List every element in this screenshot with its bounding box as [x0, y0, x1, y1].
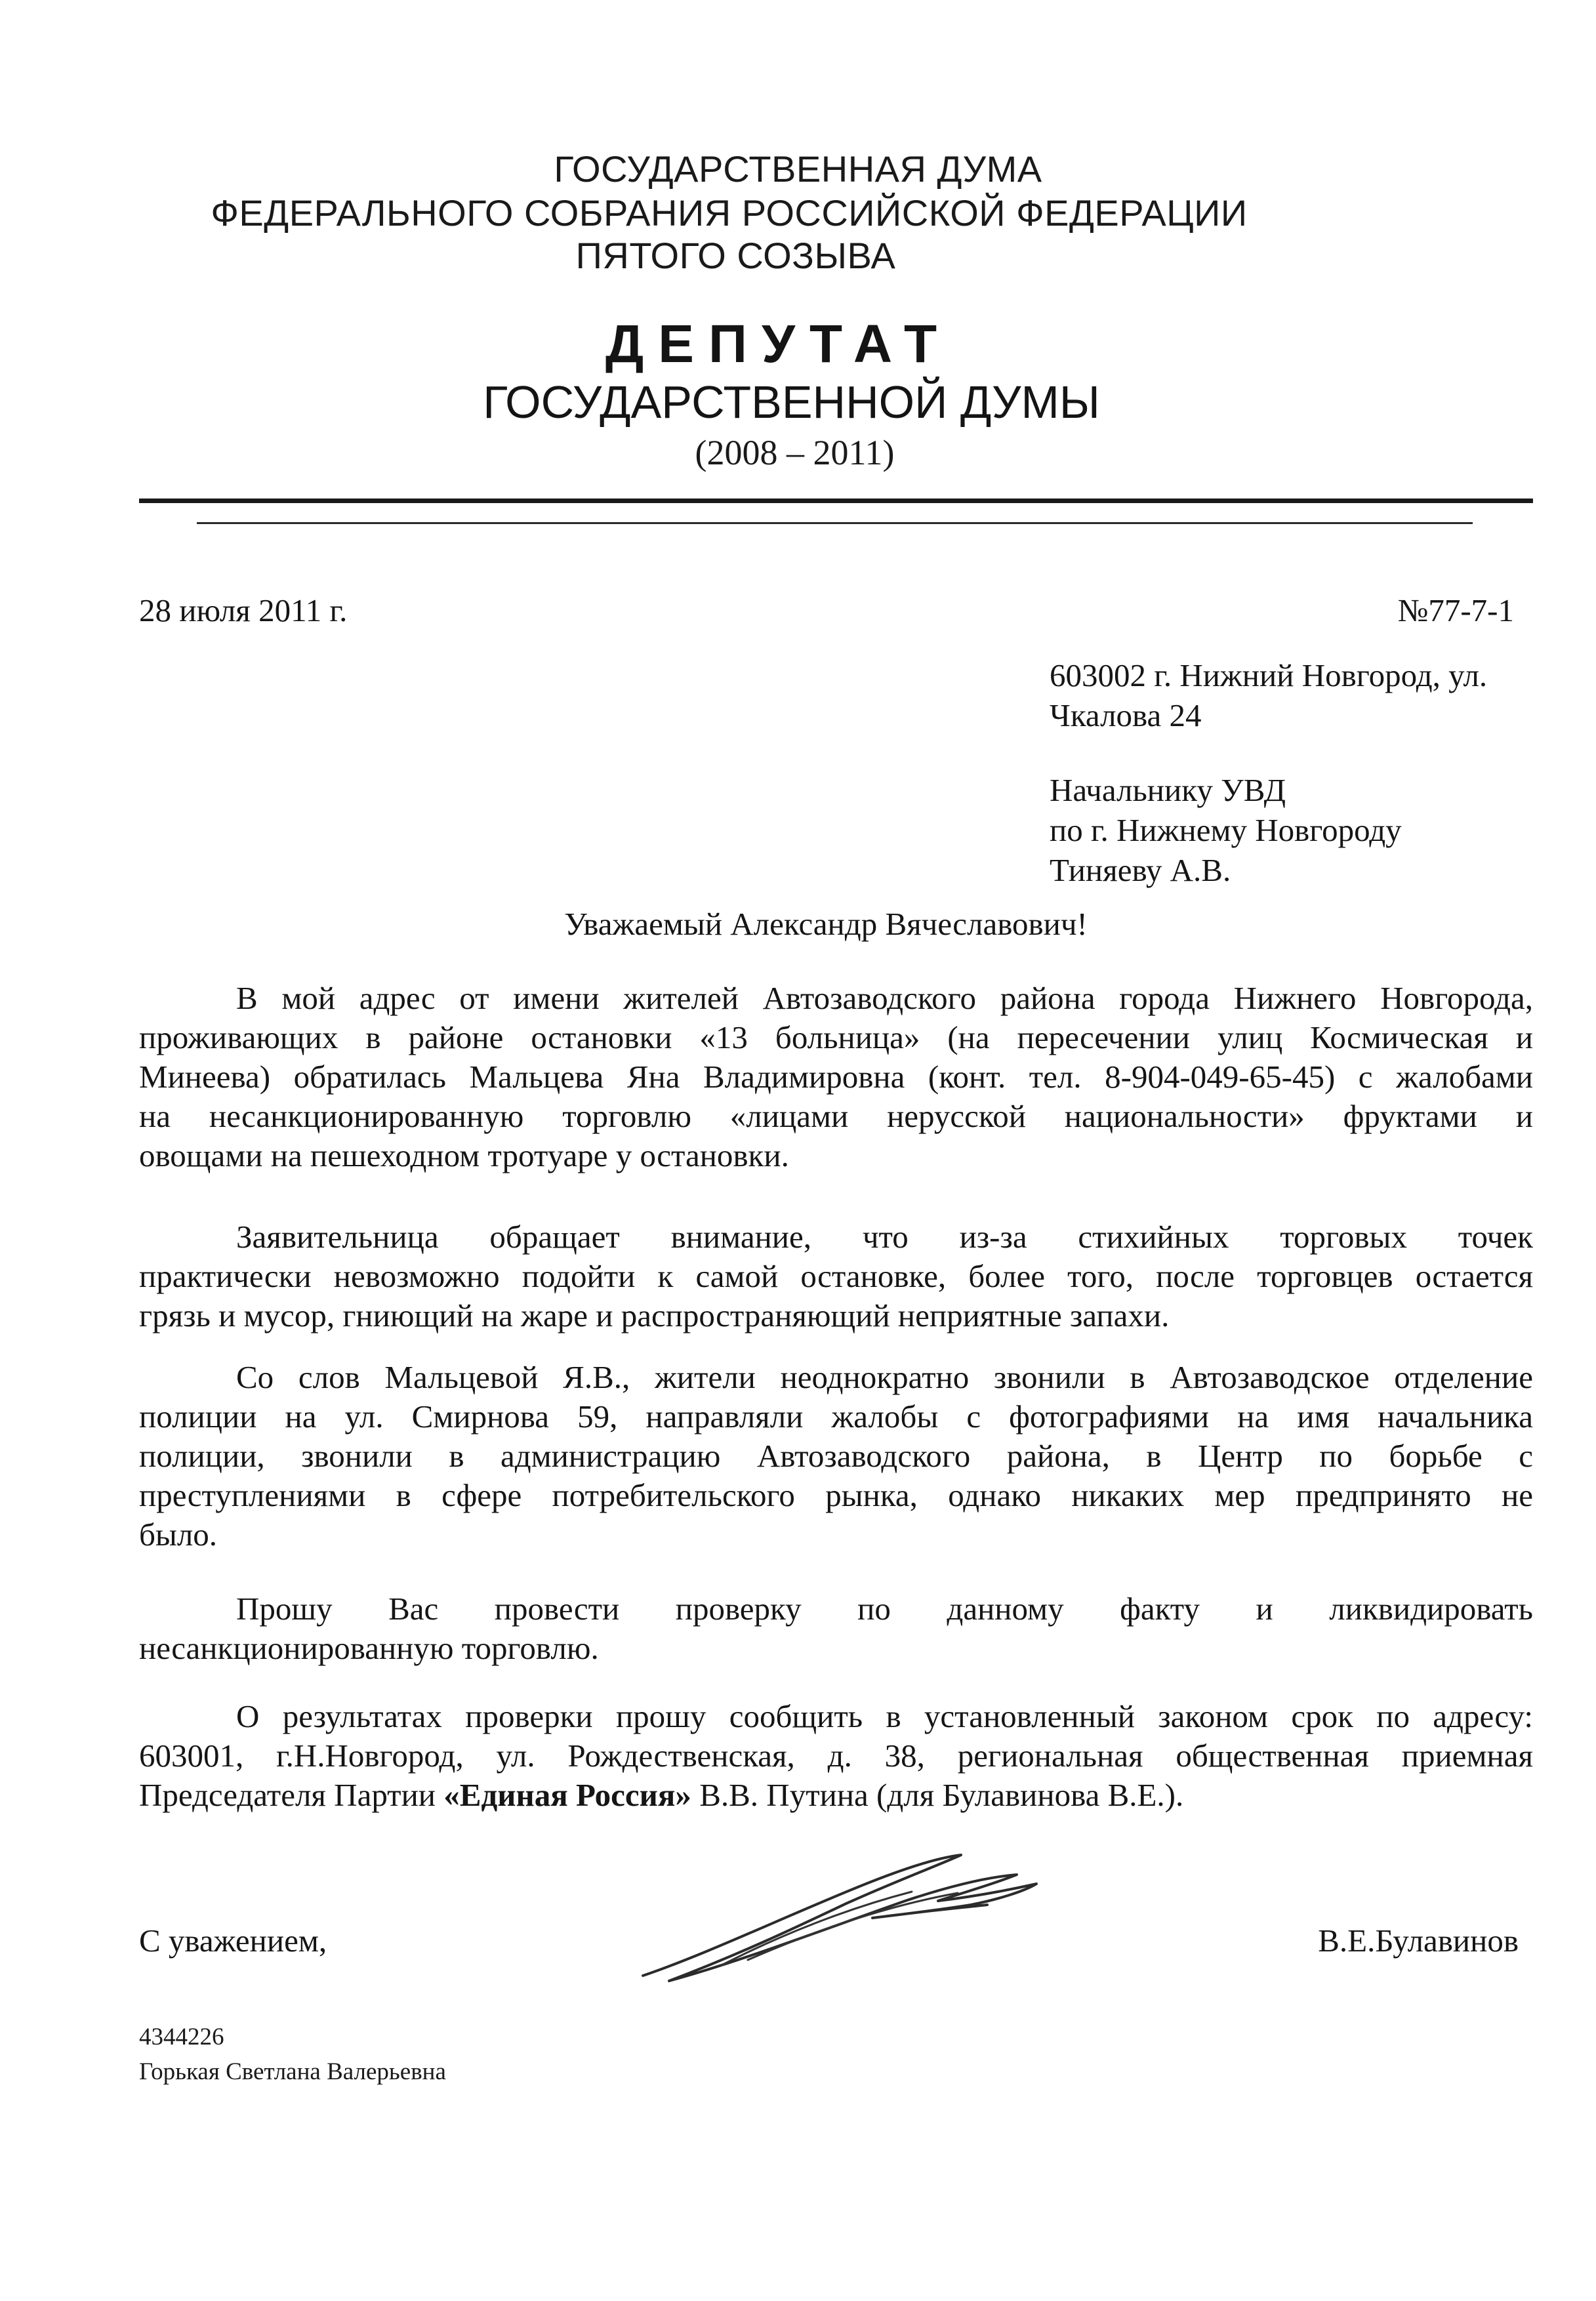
closing-phrase: С уважением,	[139, 1923, 327, 1959]
recipient-line: Начальнику УВД	[1050, 772, 1286, 808]
paragraph-2	[139, 1217, 1533, 1335]
paragraph-line	[139, 1776, 1533, 1815]
paragraph-line: овощами на пешеходном тротуаре у остановки.	[139, 1137, 789, 1173]
paragraph-line: Со слов Мальцевой Я.В., жители неоднократно звонили в Автозаводское отделение	[236, 1359, 1533, 1395]
deputy-title: ДЕПУТАТ	[605, 314, 952, 374]
paragraph-line: Прошу Вас провести проверку по данному факту и ликвидировать	[236, 1591, 1533, 1627]
paragraph-line: грязь и мусор, гниющий на жаре и распространяющий неприятные запахи.	[139, 1297, 1170, 1334]
executor-name: Горькая Светлана Валерьевна	[139, 2058, 446, 2085]
paragraph-line: несанкционированную торговлю.	[139, 1630, 599, 1666]
recipient-line: Тиняеву А.В.	[1050, 852, 1231, 888]
party-name: «Единая Россия»	[443, 1777, 691, 1813]
paragraph-line: полиции на ул. Смирнова 59, направляли жалобы с фотографиями на имя начальника	[139, 1398, 1533, 1435]
paragraph-line: было.	[139, 1517, 218, 1553]
paragraph-line: проживающих в районе остановки «13 больница» (на пересечении улиц Космическая и	[139, 1019, 1533, 1055]
paragraph-5	[139, 1697, 1533, 1815]
term-years: (2008 – 2011)	[695, 433, 895, 472]
recipient-line: по г. Нижнему Новгороду	[1050, 812, 1402, 848]
party-text-before: Председателя Партии	[139, 1777, 444, 1813]
header-line-2: ФЕДЕРАЛЬНОГО СОБРАНИЯ РОССИЙСКОЙ ФЕДЕРАЦИИ	[211, 192, 1248, 234]
paragraph-1	[139, 979, 1533, 1175]
recipient-address	[1050, 659, 1487, 739]
handwritten-signature	[630, 1837, 1050, 1994]
paragraph-line: преступлениями в сфере потребительского рынка, однако никаких мер предпринято не	[139, 1477, 1533, 1513]
address-line: 603002 г. Нижний Новгород, ул.	[1050, 657, 1488, 693]
deputy-subtitle: ГОСУДАРСТВЕННОЙ ДУМЫ	[483, 377, 1100, 428]
letter-number: №77-7-1	[1397, 592, 1514, 628]
paragraph-4	[139, 1589, 1533, 1668]
header-line-3: ПЯТОГО СОЗЫВА	[575, 235, 896, 276]
letter-date: 28 июля 2011 г.	[139, 592, 348, 628]
paragraph-line: на несанкционированную торговлю «лицами нерусской национальности» фруктами и	[139, 1098, 1533, 1134]
paragraph-line: 603001, г.Н.Новгород, ул. Рождественская, д. 38, региональная общественная приемная	[139, 1738, 1533, 1774]
paragraph-line: полиции, звонили в администрацию Автозаводского района, в Центр по борьбе с	[139, 1438, 1533, 1474]
paragraph-line: Заявительница обращает внимание, что из-за стихийных торговых точек	[236, 1219, 1533, 1255]
party-text-after: В.В. Путина (для Булавинова В.Е.).	[691, 1777, 1184, 1813]
paragraph-line: О результатах проверки прошу сообщить в установленный законом срок по адресу:	[236, 1698, 1533, 1734]
paragraph-3	[139, 1358, 1533, 1555]
header-line-1: ГОСУДАРСТВЕННАЯ ДУМА	[554, 148, 1042, 190]
recipient-block	[1050, 774, 1402, 894]
address-line: Чкалова 24	[1050, 697, 1202, 733]
paragraph-line: Минеева) обратилась Мальцева Яна Владимировна (конт. тел. 8-904-049-65-45) с жалобами	[139, 1059, 1533, 1095]
salutation: Уважаемый Александр Вячеславович!	[564, 906, 1088, 942]
paragraph-line: практически невозможно подойти к самой остановке, более того, после торговцев остается	[139, 1258, 1533, 1294]
header-rule-thick	[139, 499, 1533, 503]
executor-phone: 4344226	[139, 2024, 224, 2050]
signer-name: В.Е.Булавинов	[1318, 1923, 1519, 1959]
paragraph-line: В мой адрес от имени жителей Автозаводского района города Нижнего Новгорода,	[236, 980, 1533, 1016]
header-rule-thin	[197, 522, 1473, 524]
